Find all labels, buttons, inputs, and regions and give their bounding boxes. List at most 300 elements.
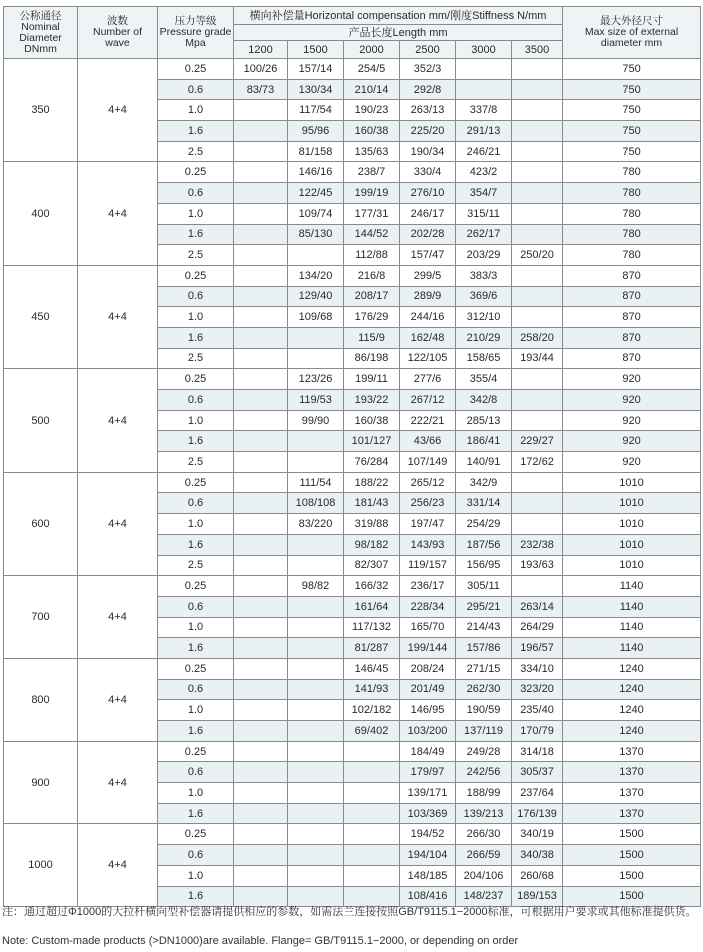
max-diameter-cell: 1010 xyxy=(563,514,701,535)
compensation-stiffness-cell: 199/19 xyxy=(344,183,400,204)
pressure-cell: 1.0 xyxy=(158,410,234,431)
max-diameter-cell: 1370 xyxy=(563,803,701,824)
compensation-stiffness-cell: 197/47 xyxy=(400,514,456,535)
max-diameter-cell: 1010 xyxy=(563,472,701,493)
compensation-stiffness-cell: 85/130 xyxy=(288,224,344,245)
compensation-stiffness-cell: 117/54 xyxy=(288,100,344,121)
compensation-stiffness-cell xyxy=(288,824,344,845)
max-diameter-cell: 920 xyxy=(563,410,701,431)
pressure-cell: 0.25 xyxy=(158,369,234,390)
compensation-stiffness-cell: 354/7 xyxy=(456,183,512,204)
compensation-stiffness-cell: 342/8 xyxy=(456,390,512,411)
pressure-cell: 0.25 xyxy=(158,265,234,286)
compensation-stiffness-cell: 130/34 xyxy=(288,79,344,100)
max-diameter-cell: 1370 xyxy=(563,783,701,804)
compensation-stiffness-cell xyxy=(288,658,344,679)
compensation-stiffness-cell: 254/29 xyxy=(456,514,512,535)
compensation-stiffness-cell xyxy=(512,369,563,390)
compensation-stiffness-cell xyxy=(234,638,288,659)
compensation-stiffness-cell xyxy=(288,348,344,369)
table-row xyxy=(4,59,701,80)
compensation-stiffness-cell: 107/149 xyxy=(400,452,456,473)
compensation-stiffness-cell: 103/369 xyxy=(400,803,456,824)
pressure-cell: 0.25 xyxy=(158,59,234,80)
max-diameter-cell: 1010 xyxy=(563,534,701,555)
max-diameter-cell: 750 xyxy=(563,59,701,80)
compensation-stiffness-cell xyxy=(344,865,400,886)
pressure-cell: 1.6 xyxy=(158,431,234,452)
compensation-stiffness-cell: 172/62 xyxy=(512,452,563,473)
compensation-stiffness-cell: 187/56 xyxy=(456,534,512,555)
table-body xyxy=(4,59,701,907)
compensation-stiffness-cell xyxy=(234,783,288,804)
compensation-stiffness-cell xyxy=(344,824,400,845)
pressure-cell: 1.6 xyxy=(158,638,234,659)
compensation-stiffness-cell: 210/29 xyxy=(456,327,512,348)
compensation-stiffness-cell xyxy=(512,265,563,286)
max-diameter-cell: 1140 xyxy=(563,576,701,597)
wave-count-cell: 4+4 xyxy=(78,472,158,575)
compensation-stiffness-cell xyxy=(234,700,288,721)
compensation-stiffness-cell: 99/90 xyxy=(288,410,344,431)
compensation-stiffness-cell: 225/20 xyxy=(400,121,456,142)
compensation-stiffness-cell: 162/48 xyxy=(400,327,456,348)
compensation-stiffness-cell xyxy=(234,596,288,617)
note-english: Note: Custom-made products (>DN1000)are available. Flange= GB/T9115.1−2000, or depending on order xyxy=(2,935,519,947)
max-diameter-cell: 920 xyxy=(563,431,701,452)
compensation-stiffness-cell: 250/20 xyxy=(512,245,563,266)
max-diameter-cell: 1240 xyxy=(563,679,701,700)
compensation-stiffness-cell xyxy=(512,576,563,597)
wave-count-cell: 4+4 xyxy=(78,824,158,907)
pressure-cell: 1.0 xyxy=(158,783,234,804)
compensation-stiffness-cell xyxy=(234,100,288,121)
compensation-stiffness-cell: 383/3 xyxy=(456,265,512,286)
compensation-stiffness-cell: 158/65 xyxy=(456,348,512,369)
compensation-stiffness-cell xyxy=(234,762,288,783)
compensation-stiffness-cell xyxy=(234,721,288,742)
compensation-stiffness-cell: 204/106 xyxy=(456,865,512,886)
compensation-stiffness-cell xyxy=(288,555,344,576)
compensation-stiffness-cell: 334/10 xyxy=(512,658,563,679)
nominal-diameter-cell: 500 xyxy=(4,369,78,472)
compensation-stiffness-cell: 202/28 xyxy=(400,224,456,245)
pressure-cell: 1.6 xyxy=(158,224,234,245)
pressure-cell: 0.6 xyxy=(158,596,234,617)
table-row xyxy=(4,741,701,762)
compensation-stiffness-cell xyxy=(234,390,288,411)
max-diameter-cell: 1240 xyxy=(563,700,701,721)
compensation-stiffness-cell xyxy=(234,162,288,183)
header-length-col: 3500 xyxy=(512,41,563,59)
compensation-stiffness-cell: 285/13 xyxy=(456,410,512,431)
max-diameter-cell: 780 xyxy=(563,245,701,266)
wave-count-cell: 4+4 xyxy=(78,265,158,368)
compensation-stiffness-cell xyxy=(344,741,400,762)
compensation-stiffness-cell xyxy=(512,121,563,142)
compensation-stiffness-cell: 264/29 xyxy=(512,617,563,638)
compensation-stiffness-cell: 246/17 xyxy=(400,203,456,224)
compensation-stiffness-cell xyxy=(234,576,288,597)
compensation-stiffness-cell xyxy=(234,452,288,473)
max-diameter-cell: 1500 xyxy=(563,824,701,845)
compensation-stiffness-cell xyxy=(234,224,288,245)
compensation-stiffness-cell xyxy=(512,59,563,80)
compensation-stiffness-cell: 157/47 xyxy=(400,245,456,266)
compensation-stiffness-cell xyxy=(288,596,344,617)
compensation-stiffness-cell: 181/43 xyxy=(344,493,400,514)
compensation-stiffness-cell xyxy=(288,783,344,804)
pressure-cell: 1.0 xyxy=(158,617,234,638)
compensation-stiffness-cell: 271/15 xyxy=(456,658,512,679)
compensation-stiffness-cell xyxy=(234,183,288,204)
compensation-stiffness-cell: 194/104 xyxy=(400,845,456,866)
compensation-stiffness-cell: 291/13 xyxy=(456,121,512,142)
max-diameter-cell: 870 xyxy=(563,286,701,307)
compensation-stiffness-cell xyxy=(512,286,563,307)
max-diameter-cell: 1010 xyxy=(563,555,701,576)
compensation-stiffness-cell: 102/182 xyxy=(344,700,400,721)
compensation-stiffness-cell: 177/31 xyxy=(344,203,400,224)
nominal-diameter-cell: 450 xyxy=(4,265,78,368)
compensation-stiffness-cell xyxy=(234,658,288,679)
compensation-stiffness-cell xyxy=(288,431,344,452)
compensation-stiffness-cell: 352/3 xyxy=(400,59,456,80)
compensation-stiffness-cell: 146/45 xyxy=(344,658,400,679)
compensation-stiffness-cell: 236/17 xyxy=(400,576,456,597)
compensation-stiffness-cell: 146/95 xyxy=(400,700,456,721)
wave-count-cell: 4+4 xyxy=(78,741,158,824)
compensation-stiffness-cell: 199/11 xyxy=(344,369,400,390)
max-diameter-cell: 870 xyxy=(563,348,701,369)
pressure-cell: 1.0 xyxy=(158,100,234,121)
pressure-cell: 0.25 xyxy=(158,741,234,762)
compensation-stiffness-cell xyxy=(288,803,344,824)
compensation-stiffness-cell: 305/37 xyxy=(512,762,563,783)
pressure-cell: 0.6 xyxy=(158,390,234,411)
compensation-stiffness-cell: 190/59 xyxy=(456,700,512,721)
compensation-stiffness-cell: 194/52 xyxy=(400,824,456,845)
max-diameter-cell: 870 xyxy=(563,327,701,348)
compensation-stiffness-cell: 262/30 xyxy=(456,679,512,700)
header-wave-count-text: 波数 Number of wave xyxy=(92,15,143,49)
compensation-stiffness-cell: 81/287 xyxy=(344,638,400,659)
header-nominal-diameter xyxy=(4,7,78,59)
compensation-stiffness-cell xyxy=(512,79,563,100)
compensation-stiffness-cell: 340/38 xyxy=(512,845,563,866)
compensation-stiffness-cell: 148/185 xyxy=(400,865,456,886)
compensation-stiffness-cell: 179/97 xyxy=(400,762,456,783)
compensation-stiffness-cell: 109/68 xyxy=(288,307,344,328)
compensation-stiffness-cell xyxy=(344,845,400,866)
max-diameter-cell: 780 xyxy=(563,203,701,224)
max-diameter-cell: 870 xyxy=(563,265,701,286)
compensation-stiffness-cell: 165/70 xyxy=(400,617,456,638)
compensation-stiffness-cell: 299/5 xyxy=(400,265,456,286)
compensation-stiffness-cell: 229/27 xyxy=(512,431,563,452)
compensation-stiffness-cell: 342/9 xyxy=(456,472,512,493)
compensation-stiffness-cell: 115/9 xyxy=(344,327,400,348)
pressure-cell: 1.6 xyxy=(158,121,234,142)
compensation-stiffness-cell xyxy=(288,327,344,348)
compensation-stiffness-cell xyxy=(234,265,288,286)
compensation-stiffness-cell xyxy=(344,762,400,783)
compensation-stiffness-cell: 69/402 xyxy=(344,721,400,742)
compensation-stiffness-cell: 186/41 xyxy=(456,431,512,452)
max-diameter-cell: 1240 xyxy=(563,721,701,742)
max-diameter-cell: 780 xyxy=(563,183,701,204)
compensation-stiffness-cell: 108/416 xyxy=(400,886,456,907)
table-row xyxy=(4,472,701,493)
wave-count-cell: 4+4 xyxy=(78,162,158,265)
max-diameter-cell: 1140 xyxy=(563,638,701,659)
max-diameter-cell: 750 xyxy=(563,141,701,162)
max-diameter-cell: 920 xyxy=(563,452,701,473)
compensation-stiffness-cell xyxy=(288,617,344,638)
compensation-stiffness-cell xyxy=(234,679,288,700)
compensation-stiffness-cell: 139/213 xyxy=(456,803,512,824)
compensation-stiffness-cell: 315/11 xyxy=(456,203,512,224)
compensation-stiffness-cell: 76/284 xyxy=(344,452,400,473)
compensation-stiffness-cell: 267/12 xyxy=(400,390,456,411)
header-length-col: 2500 xyxy=(400,41,456,59)
compensation-stiffness-cell: 170/79 xyxy=(512,721,563,742)
compensation-stiffness-cell: 119/157 xyxy=(400,555,456,576)
compensation-stiffness-cell xyxy=(234,141,288,162)
compensation-stiffness-cell: 199/144 xyxy=(400,638,456,659)
nominal-diameter-cell: 1000 xyxy=(4,824,78,907)
compensation-stiffness-cell: 266/30 xyxy=(456,824,512,845)
max-diameter-cell: 780 xyxy=(563,224,701,245)
compensation-stiffness-cell: 263/13 xyxy=(400,100,456,121)
compensation-stiffness-cell: 214/43 xyxy=(456,617,512,638)
compensation-stiffness-cell xyxy=(234,865,288,886)
compensation-stiffness-cell xyxy=(288,452,344,473)
compensation-stiffness-cell: 148/237 xyxy=(456,886,512,907)
compensation-stiffness-cell: 119/53 xyxy=(288,390,344,411)
compensation-stiffness-cell: 265/12 xyxy=(400,472,456,493)
compensation-stiffness-cell: 83/220 xyxy=(288,514,344,535)
compensation-stiffness-cell: 160/38 xyxy=(344,121,400,142)
header-length-col: 1200 xyxy=(234,41,288,59)
compensation-stiffness-cell xyxy=(234,886,288,907)
max-diameter-cell: 750 xyxy=(563,100,701,121)
compensation-stiffness-cell xyxy=(234,824,288,845)
pressure-cell: 0.6 xyxy=(158,493,234,514)
compensation-stiffness-cell: 203/29 xyxy=(456,245,512,266)
nominal-diameter-cell: 900 xyxy=(4,741,78,824)
compensation-stiffness-cell: 101/127 xyxy=(344,431,400,452)
compensation-stiffness-cell xyxy=(456,59,512,80)
compensation-stiffness-cell xyxy=(512,141,563,162)
compensation-stiffness-cell: 222/21 xyxy=(400,410,456,431)
wave-count-cell: 4+4 xyxy=(78,658,158,741)
compensation-stiffness-cell: 238/7 xyxy=(344,162,400,183)
pressure-cell: 2.5 xyxy=(158,452,234,473)
compensation-stiffness-cell xyxy=(288,638,344,659)
pressure-cell: 1.0 xyxy=(158,307,234,328)
header-pressure-grade-text: 压力等级 Pressure grade Mpa xyxy=(159,15,232,49)
max-diameter-cell: 1500 xyxy=(563,865,701,886)
table-row xyxy=(4,162,701,183)
compensation-stiffness-cell: 160/38 xyxy=(344,410,400,431)
compensation-stiffness-cell xyxy=(512,183,563,204)
compensation-stiffness-cell: 312/10 xyxy=(456,307,512,328)
compensation-stiffness-cell: 331/14 xyxy=(456,493,512,514)
header-nominal-diameter-text: 公称通径 Nominal Diameter DNmm xyxy=(19,9,62,55)
compensation-stiffness-cell: 260/68 xyxy=(512,865,563,886)
compensation-stiffness-cell: 340/19 xyxy=(512,824,563,845)
compensation-stiffness-cell xyxy=(288,534,344,555)
pressure-cell: 2.5 xyxy=(158,348,234,369)
compensation-stiffness-cell xyxy=(288,245,344,266)
compensation-stiffness-cell: 314/18 xyxy=(512,741,563,762)
compensation-stiffness-cell: 139/171 xyxy=(400,783,456,804)
compensation-stiffness-cell xyxy=(512,514,563,535)
compensation-stiffness-cell xyxy=(288,741,344,762)
compensation-stiffness-cell: 103/200 xyxy=(400,721,456,742)
max-diameter-cell: 1140 xyxy=(563,596,701,617)
max-diameter-cell: 920 xyxy=(563,369,701,390)
compensation-stiffness-cell xyxy=(234,534,288,555)
compensation-stiffness-cell: 244/16 xyxy=(400,307,456,328)
max-diameter-cell: 1010 xyxy=(563,493,701,514)
max-diameter-cell: 870 xyxy=(563,307,701,328)
compensation-stiffness-cell: 237/64 xyxy=(512,783,563,804)
compensation-stiffness-cell: 108/108 xyxy=(288,493,344,514)
compensation-stiffness-cell: 276/10 xyxy=(400,183,456,204)
compensation-stiffness-cell: 161/64 xyxy=(344,596,400,617)
compensation-stiffness-cell: 323/20 xyxy=(512,679,563,700)
compensation-stiffness-cell xyxy=(456,79,512,100)
compensation-stiffness-cell: 295/21 xyxy=(456,596,512,617)
wave-count-cell: 4+4 xyxy=(78,59,158,162)
nominal-diameter-cell: 350 xyxy=(4,59,78,162)
max-diameter-cell: 780 xyxy=(563,162,701,183)
compensation-stiffness-cell: 216/8 xyxy=(344,265,400,286)
pressure-cell: 0.6 xyxy=(158,679,234,700)
compensation-stiffness-cell xyxy=(234,514,288,535)
compensation-stiffness-cell: 95/96 xyxy=(288,121,344,142)
pressure-cell: 1.6 xyxy=(158,327,234,348)
header-length-col: 3000 xyxy=(456,41,512,59)
compensation-stiffness-cell: 137/119 xyxy=(456,721,512,742)
compensation-stiffness-cell: 176/139 xyxy=(512,803,563,824)
compensation-stiffness-cell: 117/132 xyxy=(344,617,400,638)
max-diameter-cell: 1500 xyxy=(563,886,701,907)
pressure-cell: 0.6 xyxy=(158,79,234,100)
pressure-cell: 2.5 xyxy=(158,555,234,576)
compensation-stiffness-cell xyxy=(512,410,563,431)
pressure-cell: 0.6 xyxy=(158,845,234,866)
max-diameter-cell: 1370 xyxy=(563,762,701,783)
compensation-stiffness-cell: 193/44 xyxy=(512,348,563,369)
compensation-stiffness-cell: 201/49 xyxy=(400,679,456,700)
pressure-cell: 1.6 xyxy=(158,803,234,824)
pressure-cell: 1.6 xyxy=(158,721,234,742)
compensation-stiffness-cell xyxy=(234,327,288,348)
header-max-external-diameter xyxy=(563,7,701,59)
compensation-stiffness-cell: 112/88 xyxy=(344,245,400,266)
compensation-stiffness-cell: 141/93 xyxy=(344,679,400,700)
compensation-stiffness-cell: 242/56 xyxy=(456,762,512,783)
compensation-stiffness-cell: 263/14 xyxy=(512,596,563,617)
compensation-stiffness-cell: 184/49 xyxy=(400,741,456,762)
compensation-stiffness-cell: 83/73 xyxy=(234,79,288,100)
compensation-stiffness-cell: 81/158 xyxy=(288,141,344,162)
compensation-stiffness-cell xyxy=(288,865,344,886)
compensation-stiffness-cell: 208/24 xyxy=(400,658,456,679)
compensation-stiffness-cell xyxy=(234,286,288,307)
compensation-stiffness-cell xyxy=(234,410,288,431)
compensation-stiffness-cell: 143/93 xyxy=(400,534,456,555)
max-diameter-cell: 920 xyxy=(563,390,701,411)
compensation-stiffness-cell xyxy=(234,803,288,824)
compensation-stiffness-cell: 292/8 xyxy=(400,79,456,100)
compensation-stiffness-cell xyxy=(234,307,288,328)
compensation-stiffness-cell xyxy=(234,121,288,142)
compensation-stiffness-cell: 190/34 xyxy=(400,141,456,162)
compensation-stiffness-cell: 86/198 xyxy=(344,348,400,369)
compensation-stiffness-cell: 256/23 xyxy=(400,493,456,514)
compensation-stiffness-cell: 156/95 xyxy=(456,555,512,576)
header-pressure-grade xyxy=(158,7,234,59)
header-horizontal-compensation: 横向补偿量Horizontal compensation mm/刚度Stiffness N/mm xyxy=(234,7,563,25)
compensation-stiffness-cell xyxy=(234,431,288,452)
compensation-stiffness-cell: 208/17 xyxy=(344,286,400,307)
compensation-stiffness-cell xyxy=(512,100,563,121)
compensation-stiffness-cell xyxy=(234,555,288,576)
compensation-stiffness-cell: 188/99 xyxy=(456,783,512,804)
compensation-stiffness-cell: 134/20 xyxy=(288,265,344,286)
compensation-stiffness-cell: 122/45 xyxy=(288,183,344,204)
nominal-diameter-cell: 400 xyxy=(4,162,78,265)
compensation-stiffness-cell xyxy=(512,307,563,328)
pressure-cell: 2.5 xyxy=(158,141,234,162)
compensation-stiffness-cell: 111/54 xyxy=(288,472,344,493)
compensation-stiffness-cell: 254/5 xyxy=(344,59,400,80)
compensation-stiffness-cell: 135/63 xyxy=(344,141,400,162)
compensation-stiffness-cell: 193/22 xyxy=(344,390,400,411)
pressure-cell: 1.0 xyxy=(158,700,234,721)
pressure-cell: 1.0 xyxy=(158,514,234,535)
compensation-stiffness-cell: 190/23 xyxy=(344,100,400,121)
compensation-stiffness-cell xyxy=(234,369,288,390)
compensation-stiffness-cell: 369/6 xyxy=(456,286,512,307)
compensation-stiffness-cell xyxy=(234,472,288,493)
pressure-cell: 0.25 xyxy=(158,162,234,183)
compensation-stiffness-cell xyxy=(288,721,344,742)
compensation-stiffness-cell: 355/4 xyxy=(456,369,512,390)
pressure-cell: 0.6 xyxy=(158,762,234,783)
compensation-stiffness-cell xyxy=(288,679,344,700)
pressure-cell: 0.6 xyxy=(158,286,234,307)
compensation-stiffness-cell: 129/40 xyxy=(288,286,344,307)
table-header xyxy=(4,7,701,59)
header-product-length: 产品长度Length mm xyxy=(234,25,563,41)
compensation-stiffness-cell xyxy=(288,700,344,721)
compensation-stiffness-cell xyxy=(512,493,563,514)
compensation-stiffness-cell: 266/59 xyxy=(456,845,512,866)
pressure-cell: 0.25 xyxy=(158,658,234,679)
nominal-diameter-cell: 800 xyxy=(4,658,78,741)
compensation-stiffness-cell: 188/22 xyxy=(344,472,400,493)
compensation-stiffness-cell: 43/66 xyxy=(400,431,456,452)
compensation-stiffness-cell: 157/86 xyxy=(456,638,512,659)
nominal-diameter-cell: 600 xyxy=(4,472,78,575)
wave-count-cell: 4+4 xyxy=(78,576,158,659)
compensation-stiffness-cell: 82/307 xyxy=(344,555,400,576)
